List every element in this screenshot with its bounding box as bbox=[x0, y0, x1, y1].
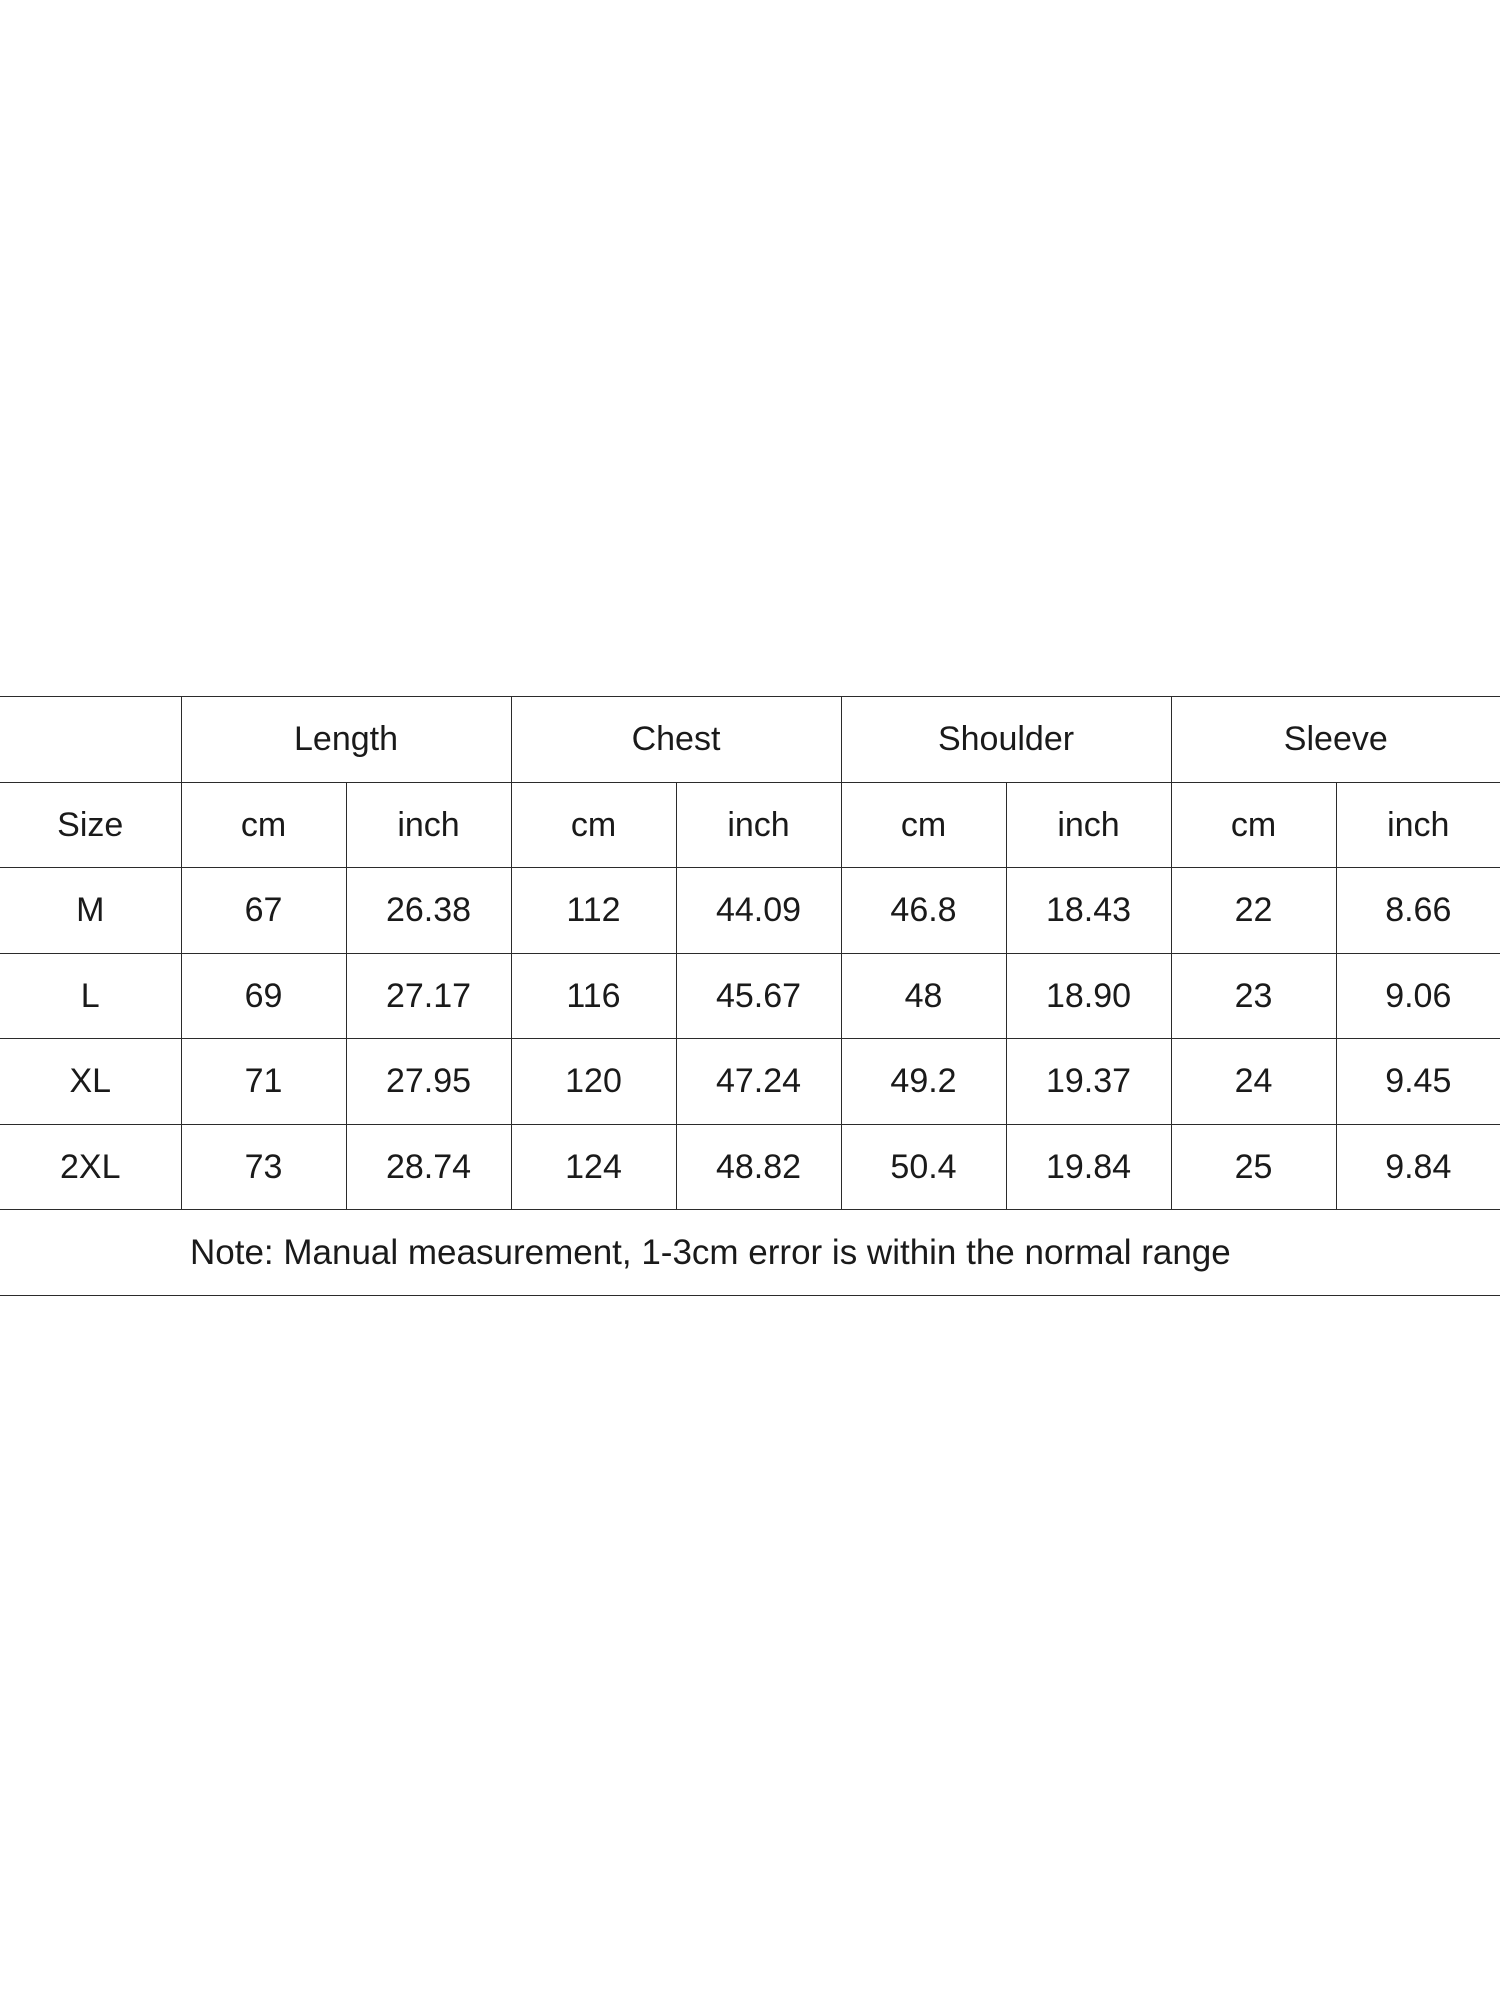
unit-header-inch: inch bbox=[346, 782, 511, 868]
unit-header-inch: inch bbox=[1006, 782, 1171, 868]
value-cell: 73 bbox=[181, 1124, 346, 1210]
value-cell: 9.45 bbox=[1336, 1039, 1500, 1125]
table-row bbox=[0, 1124, 1500, 1210]
value-cell: 50.4 bbox=[841, 1124, 1006, 1210]
unit-header-row bbox=[0, 782, 1500, 868]
value-cell: 120 bbox=[511, 1039, 676, 1125]
table-row bbox=[0, 868, 1500, 954]
value-cell: 69 bbox=[181, 953, 346, 1039]
value-cell: 48.82 bbox=[676, 1124, 841, 1210]
unit-header-inch: inch bbox=[676, 782, 841, 868]
value-cell: 27.17 bbox=[346, 953, 511, 1039]
value-cell: 19.37 bbox=[1006, 1039, 1171, 1125]
note-row bbox=[0, 1210, 1500, 1296]
group-header-chest: Chest bbox=[511, 697, 841, 783]
size-cell: 2XL bbox=[0, 1124, 181, 1210]
value-cell: 22 bbox=[1171, 868, 1336, 954]
value-cell: 47.24 bbox=[676, 1039, 841, 1125]
value-cell: 44.09 bbox=[676, 868, 841, 954]
measurement-note: Note: Manual measurement, 1-3cm error is within the normal range bbox=[0, 1210, 1500, 1296]
size-header: Size bbox=[0, 782, 181, 868]
group-header-shoulder: Shoulder bbox=[841, 697, 1171, 783]
value-cell: 24 bbox=[1171, 1039, 1336, 1125]
group-header-sleeve: Sleeve bbox=[1171, 697, 1500, 783]
value-cell: 9.06 bbox=[1336, 953, 1500, 1039]
value-cell: 28.74 bbox=[346, 1124, 511, 1210]
value-cell: 112 bbox=[511, 868, 676, 954]
value-cell: 45.67 bbox=[676, 953, 841, 1039]
value-cell: 49.2 bbox=[841, 1039, 1006, 1125]
corner-cell bbox=[0, 697, 181, 783]
unit-header-cm: cm bbox=[1171, 782, 1336, 868]
value-cell: 8.66 bbox=[1336, 868, 1500, 954]
value-cell: 19.84 bbox=[1006, 1124, 1171, 1210]
value-cell: 48 bbox=[841, 953, 1006, 1039]
size-chart-table bbox=[0, 696, 1500, 1296]
unit-header-cm: cm bbox=[181, 782, 346, 868]
value-cell: 27.95 bbox=[346, 1039, 511, 1125]
value-cell: 18.90 bbox=[1006, 953, 1171, 1039]
value-cell: 116 bbox=[511, 953, 676, 1039]
value-cell: 25 bbox=[1171, 1124, 1336, 1210]
value-cell: 124 bbox=[511, 1124, 676, 1210]
size-cell: M bbox=[0, 868, 181, 954]
value-cell: 18.43 bbox=[1006, 868, 1171, 954]
value-cell: 71 bbox=[181, 1039, 346, 1125]
table-row bbox=[0, 1039, 1500, 1125]
unit-header-inch: inch bbox=[1336, 782, 1500, 868]
value-cell: 67 bbox=[181, 868, 346, 954]
size-cell: XL bbox=[0, 1039, 181, 1125]
value-cell: 26.38 bbox=[346, 868, 511, 954]
value-cell: 23 bbox=[1171, 953, 1336, 1039]
value-cell: 46.8 bbox=[841, 868, 1006, 954]
value-cell: 9.84 bbox=[1336, 1124, 1500, 1210]
group-header-row bbox=[0, 697, 1500, 783]
size-cell: L bbox=[0, 953, 181, 1039]
unit-header-cm: cm bbox=[511, 782, 676, 868]
group-header-length: Length bbox=[181, 697, 511, 783]
unit-header-cm: cm bbox=[841, 782, 1006, 868]
table-row bbox=[0, 953, 1500, 1039]
